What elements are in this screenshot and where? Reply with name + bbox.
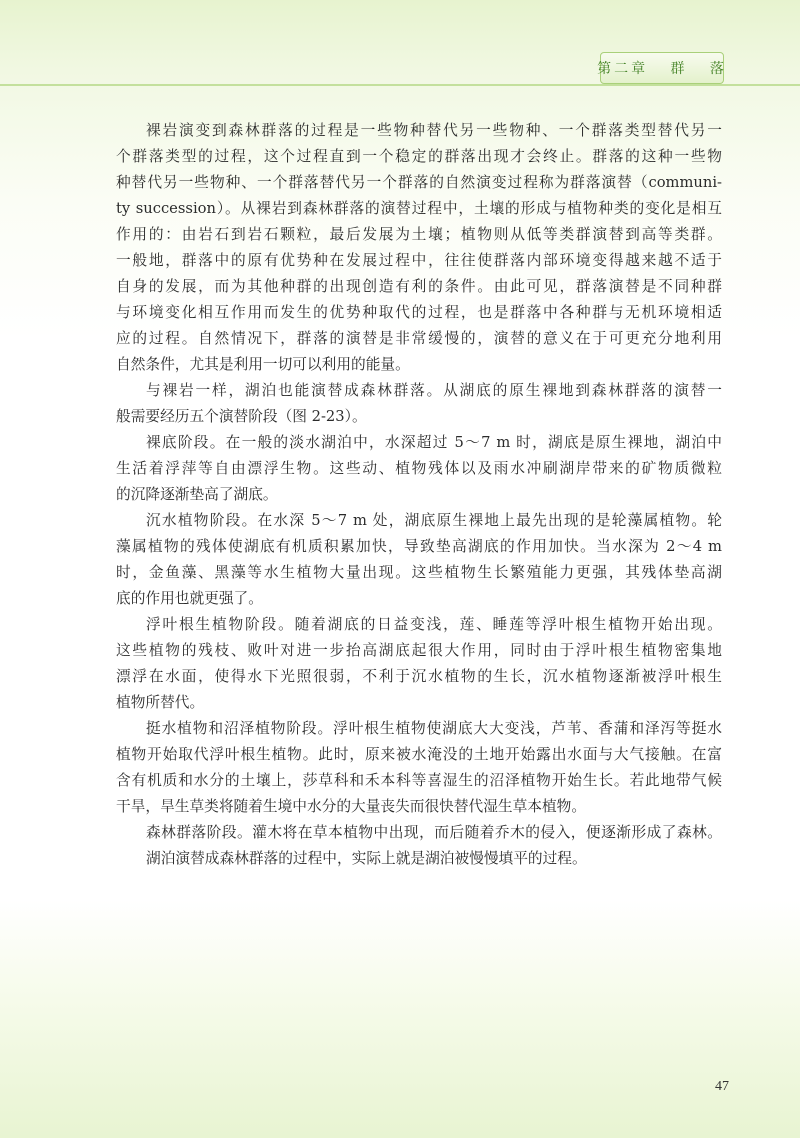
paragraph-line: 湖泊演替成森林群落的过程中，实际上就是湖泊被慢慢填平的过程。 [146,850,587,867]
paragraph-line: 浮叶根生植物阶段。随着湖底的日益变浅，莲、睡莲等浮叶根生植物开始出现。 [146,616,722,633]
paragraph-line: 与裸岩一样，湖泊也能演替成森林群落。从湖底的原生裸地到森林群落的演替一 [146,382,722,399]
paragraph-line: 森林群落阶段。灌木将在草本植物中出现，而后随着乔木的侵入，便逐渐形成了森林。 [146,824,722,841]
paragraph-line: 种替代另一些物种、一个群落替代另一个群落的自然演变过程称为群落演替（communi- [116,174,722,191]
paragraph-line: 的沉降逐渐垫高了湖底。 [116,486,278,503]
paragraph-line: 这些植物的残枝、败叶对进一步抬高湖底起很大作用，同时由于浮叶根生植物密集地 [116,642,722,659]
paragraph-line: 自身的发展，而为其他种群的出现创造有利的条件。由此可见，群落演替是不同种群 [116,278,722,295]
paragraph-line: 作用的：由岩石到岩石颗粒，最后发展为土壤；植物则从低等类群演替到高等类群。 [116,226,722,243]
header-divider [0,84,800,86]
paragraph-line: 底的作用也就更强了。 [116,590,263,607]
paragraph-line: 一般地，群落中的原有优势种在发展过程中，往往使群落内部环境变得越来越不适于 [116,252,722,269]
chapter-label: 第二章 群 落 [597,61,727,77]
paragraph-line: 般需要经历五个演替阶段（图 2-23）。 [116,408,367,425]
paragraph-line: 个群落类型的过程，这个过程直到一个稳定的群落出现才会终止。群落的这种一些物 [116,148,722,165]
paragraph-line: 时，金鱼藻、黑藻等水生植物大量出现。这些植物生长繁殖能力更强，其残体垫高湖 [116,564,722,581]
paragraph-line: 挺水植物和沼泽植物阶段。浮叶根生植物使湖底大大变浅，芦苇、香蒲和泽泻等挺水 [146,720,722,737]
paragraph-line: 漂浮在水面，使得水下光照很弱，不利于沉水植物的生长，沉水植物逐渐被浮叶根生 [116,668,722,685]
chapter-tab [597,52,727,84]
paragraph-line: 生活着浮萍等自由漂浮生物。这些动、植物残体以及雨水冲刷湖岸带来的矿物质微粒 [116,460,722,477]
paragraph-line: 裸底阶段。在一般的淡水湖泊中，水深超过 5～7 m 时，湖底是原生裸地，湖泊中 [146,434,722,451]
page-number: 47 [715,1079,729,1094]
paragraph-line: 干旱，旱生草类将随着生境中水分的大量丧失而很快替代湿生草本植物。 [116,798,587,815]
paragraph-line: 与环境变化相互作用而发生的优势种取代的过程，也是群落中各种群与无机环境相适 [116,304,722,321]
paragraph-line: 植物所替代。 [116,694,205,711]
paragraph-line: ty succession）。从裸岩到森林群落的演替过程中，土壤的形成与植物种类的变化是相互 [116,200,722,217]
paragraph-line: 应的过程。自然情况下，群落的演替是非常缓慢的，演替的意义在于可更充分地利用 [116,330,722,347]
paragraph-line: 含有机质和水分的土壤上，莎草科和禾本科等喜湿生的沼泽植物开始生长。若此地带气候 [116,772,722,789]
paragraph-line: 藻属植物的残体使湖底有机质积累加快，导致垫高湖底的作用加快。当水深为 2～4 m [116,538,722,555]
paragraph-line: 自然条件，尤其是利用一切可以利用的能量。 [116,356,410,373]
paragraph-line: 裸岩演变到森林群落的过程是一些物种替代另一些物种、一个群落类型替代另一 [146,122,722,139]
paragraph-line: 沉水植物阶段。在水深 5～7 m 处，湖底原生裸地上最先出现的是轮藻属植物。轮 [146,512,722,529]
paragraph-line: 植物开始取代浮叶根生植物。此时，原来被水淹没的土地开始露出水面与大气接触。在富 [116,746,722,763]
